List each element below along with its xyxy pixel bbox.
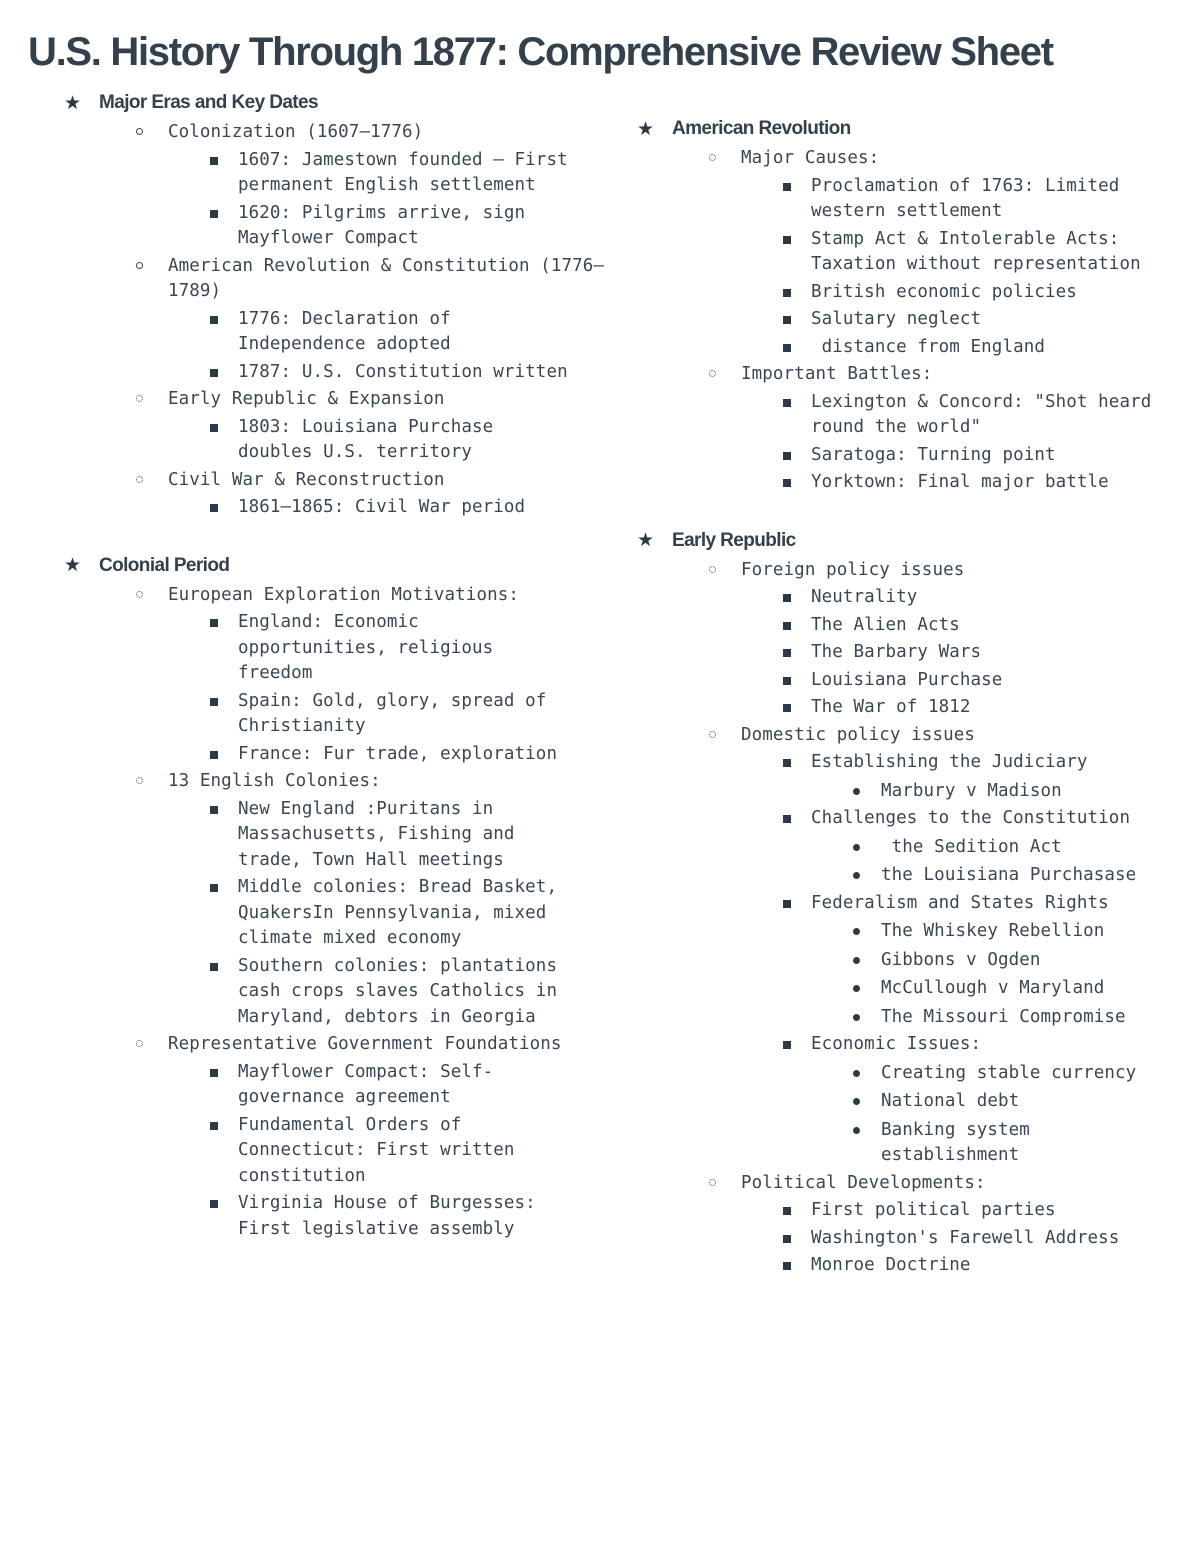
list-item: 1607: Jamestown founded – First permanent English settlement <box>168 148 624 199</box>
list-item: the Louisiana Purchasase <box>811 863 1197 889</box>
list-item: Mayflower Compact: Self-governance agreement <box>168 1060 624 1111</box>
square-bullet-icon <box>783 900 791 908</box>
dot-bullet-icon <box>853 928 860 935</box>
list-item: Neutrality <box>741 585 1197 611</box>
list-item: Proclamation of 1763: Limited western settlement <box>741 174 1197 225</box>
dot-bullet-icon <box>853 872 860 879</box>
section-title: Colonial Period <box>99 554 230 576</box>
list-item: Washington's Farewell Address <box>741 1226 1197 1252</box>
list-item: Federalism and States Rights The Whiskey Rebellion Gibbons v Ogden McCullough v Maryland The Missouri Compromise <box>741 891 1197 1031</box>
list-item: National debt <box>811 1089 1197 1115</box>
star-icon: ★ <box>64 554 82 576</box>
list-item: Middle colonies: Bread Basket, QuakersIn Pennsylvania, mixed climate mixed economy <box>168 875 624 952</box>
star-icon: ★ <box>637 117 655 140</box>
hollow-circle-bullet-icon <box>136 128 143 135</box>
square-bullet-icon <box>783 183 791 191</box>
square-bullet-icon <box>783 622 791 630</box>
left-column <box>64 88 624 1242</box>
section-colonial-period <box>64 551 624 1243</box>
dotted-circle-bullet-icon <box>136 395 143 402</box>
star-icon: ★ <box>64 91 82 114</box>
square-bullet-icon <box>783 452 791 460</box>
list-item: Spain: Gold, glory, spread of Christianity <box>168 689 624 740</box>
section-major-eras <box>64 88 624 521</box>
list-item: The War of 1812 <box>741 695 1197 721</box>
square-bullet-icon <box>783 479 791 487</box>
list-item: Salutary neglect <box>741 307 1197 333</box>
dot-bullet-icon <box>853 788 860 795</box>
list-item: Yorktown: Final major battle <box>741 470 1197 496</box>
dot-bullet-icon <box>853 1070 860 1077</box>
square-bullet-icon <box>210 1200 218 1208</box>
hollow-circle-bullet-icon <box>136 262 143 269</box>
list-item: Economic Issues: Creating stable currency National debt Banking system establishment <box>741 1032 1197 1169</box>
list-item: European Exploration Motivations: England: Economic opportunities, religious freedom Spain: Gold, glory, spread of Christianity France: Fur trade, exploration <box>64 583 624 768</box>
list-item: Stamp Act & Intolerable Acts: Taxation without representation <box>741 227 1197 278</box>
list-item: Foreign policy issues Neutrality The Alien Acts The Barbary Wars Louisiana Purchase The War of 1812 <box>637 558 1197 721</box>
list-item: Domestic policy issues Establishing the Judiciary Marbury v Madison Challenges to the Constitution the Sedition Act the Louisiana Purchasase Federalism and States Rights The Whiskey Rebellion Gibbons v Ogden McCullough v Maryland The Missouri Compromise Economic Issues: Creating stable currency National debt Banking system establishment <box>637 723 1197 1169</box>
dotted-circle-bullet-icon <box>709 154 716 161</box>
section-title: Early Republic <box>672 529 796 551</box>
dotted-circle-bullet-icon <box>136 777 143 784</box>
square-bullet-icon <box>783 649 791 657</box>
list-item: Southern colonies: plantations cash crops slaves Catholics in Maryland, debtors in Georgia <box>168 954 624 1031</box>
square-bullet-icon <box>210 619 218 627</box>
square-bullet-icon <box>783 289 791 297</box>
square-bullet-icon <box>783 704 791 712</box>
list-item: Creating stable currency <box>811 1061 1197 1087</box>
square-bullet-icon <box>210 806 218 814</box>
square-bullet-icon <box>783 1041 791 1049</box>
list-item: Lexington & Concord: "Shot heard round the world" <box>741 390 1197 441</box>
square-bullet-icon <box>210 504 218 512</box>
star-icon: ★ <box>637 529 655 551</box>
square-bullet-icon <box>210 210 218 218</box>
dotted-circle-bullet-icon <box>136 476 143 483</box>
dot-bullet-icon <box>853 1014 860 1021</box>
section-title: Major Eras and Key Dates <box>99 92 318 113</box>
square-bullet-icon <box>210 424 218 432</box>
list-item: 1787: U.S. Constitution written <box>168 360 624 386</box>
section-title: American Revolution <box>672 118 851 139</box>
list-item: Establishing the Judiciary Marbury v Madison <box>741 750 1197 804</box>
dot-bullet-icon <box>853 957 860 964</box>
page-title: U.S. History Through 1877: Comprehensive Review Sheet <box>28 30 1053 74</box>
square-bullet-icon <box>210 369 218 377</box>
list-item: 1803: Louisiana Purchase doubles U.S. territory <box>168 415 624 466</box>
dot-bullet-icon <box>853 1127 860 1134</box>
list-item: Fundamental Orders of Connecticut: First written constitution <box>168 1113 624 1190</box>
list-item: Marbury v Madison <box>811 779 1197 805</box>
square-bullet-icon <box>210 884 218 892</box>
list-item: Banking system establishment <box>811 1118 1197 1169</box>
section-american-revolution <box>637 114 1197 496</box>
square-bullet-icon <box>783 399 791 407</box>
list-item: Monroe Doctrine <box>741 1253 1197 1279</box>
square-bullet-icon <box>783 759 791 767</box>
square-bullet-icon <box>783 594 791 602</box>
square-bullet-icon <box>210 1122 218 1130</box>
list-item: Important Battles: Lexington & Concord: "Shot heard round the world" Saratoga: Turning point Yorktown: Final major battle <box>637 362 1197 496</box>
list-item: 13 English Colonies: New England :Puritans in Massachusetts, Fishing and trade, Town Hall meetings Middle colonies: Bread Basket, QuakersIn Pennsylvania, mixed climate mixed economy Southern colonies: plantations cash crops slaves Catholics in Maryland, debtors in Georgia <box>64 769 624 1030</box>
list-item: Gibbons v Ogden <box>811 948 1197 974</box>
list-item: 1861–1865: Civil War period <box>168 495 624 521</box>
list-item: Early Republic & Expansion 1803: Louisiana Purchase doubles U.S. territory <box>64 387 624 466</box>
list-item: Political Developments: First political parties Washington's Farewell Address Monroe Doctrine <box>637 1171 1197 1279</box>
dot-bullet-icon <box>853 985 860 992</box>
dot-bullet-icon <box>853 1098 860 1105</box>
dotted-circle-bullet-icon <box>709 1179 716 1186</box>
list-item: First political parties <box>741 1198 1197 1224</box>
square-bullet-icon <box>783 1262 791 1270</box>
list-item: American Revolution & Constitution (1776–1789) 1776: Declaration of Independence adopted 1787: U.S. Constitution written <box>64 254 624 386</box>
list-item: Major Causes: Proclamation of 1763: Limited western settlement Stamp Act & Intolerable Acts: Taxation without representation British economic policies Salutary neglect distance from England <box>637 146 1197 360</box>
square-bullet-icon <box>783 1207 791 1215</box>
square-bullet-icon <box>783 344 791 352</box>
square-bullet-icon <box>210 1069 218 1077</box>
dotted-circle-bullet-icon <box>709 731 716 738</box>
list-item: Challenges to the Constitution the Sedition Act the Louisiana Purchasase <box>741 806 1197 889</box>
list-item: McCullough v Maryland <box>811 976 1197 1002</box>
dotted-circle-bullet-icon <box>709 566 716 573</box>
list-item: Louisiana Purchase <box>741 668 1197 694</box>
list-item: British economic policies <box>741 280 1197 306</box>
square-bullet-icon <box>210 751 218 759</box>
list-item: The Whiskey Rebellion <box>811 919 1197 945</box>
list-item: Colonization (1607–1776) 1607: Jamestown founded – First permanent English settlement 1620: Pilgrims arrive, sign Mayflower Compact <box>64 120 624 252</box>
list-item: 1620: Pilgrims arrive, sign Mayflower Compact <box>168 201 624 252</box>
square-bullet-icon <box>783 815 791 823</box>
dot-bullet-icon <box>853 844 860 851</box>
list-item: Representative Government Foundations Mayflower Compact: Self-governance agreement Fundamental Orders of Connecticut: First written constitution Virginia House of Burgesses: First legislative assembly <box>64 1032 624 1242</box>
list-item: Civil War & Reconstruction 1861–1865: Civil War period <box>64 468 624 521</box>
square-bullet-icon <box>210 316 218 324</box>
square-bullet-icon <box>783 677 791 685</box>
square-bullet-icon <box>783 316 791 324</box>
list-item: Virginia House of Burgesses: First legislative assembly <box>168 1191 624 1242</box>
list-item: New England :Puritans in Massachusetts, Fishing and trade, Town Hall meetings <box>168 797 624 874</box>
list-item: England: Economic opportunities, religious freedom <box>168 610 624 687</box>
square-bullet-icon <box>210 698 218 706</box>
right-column <box>637 114 1197 1279</box>
square-bullet-icon <box>783 1235 791 1243</box>
square-bullet-icon <box>783 236 791 244</box>
list-item: the Sedition Act <box>811 835 1197 861</box>
dotted-circle-bullet-icon <box>136 591 143 598</box>
dotted-circle-bullet-icon <box>709 370 716 377</box>
list-item: The Barbary Wars <box>741 640 1197 666</box>
list-item: Saratoga: Turning point <box>741 443 1197 469</box>
list-item: The Alien Acts <box>741 613 1197 639</box>
list-item: distance from England <box>741 335 1197 361</box>
dotted-circle-bullet-icon <box>136 1040 143 1047</box>
section-early-republic <box>637 526 1197 1279</box>
square-bullet-icon <box>210 963 218 971</box>
list-item: France: Fur trade, exploration <box>168 742 624 768</box>
list-item: The Missouri Compromise <box>811 1005 1197 1031</box>
list-item: 1776: Declaration of Independence adopted <box>168 307 624 358</box>
square-bullet-icon <box>210 157 218 165</box>
